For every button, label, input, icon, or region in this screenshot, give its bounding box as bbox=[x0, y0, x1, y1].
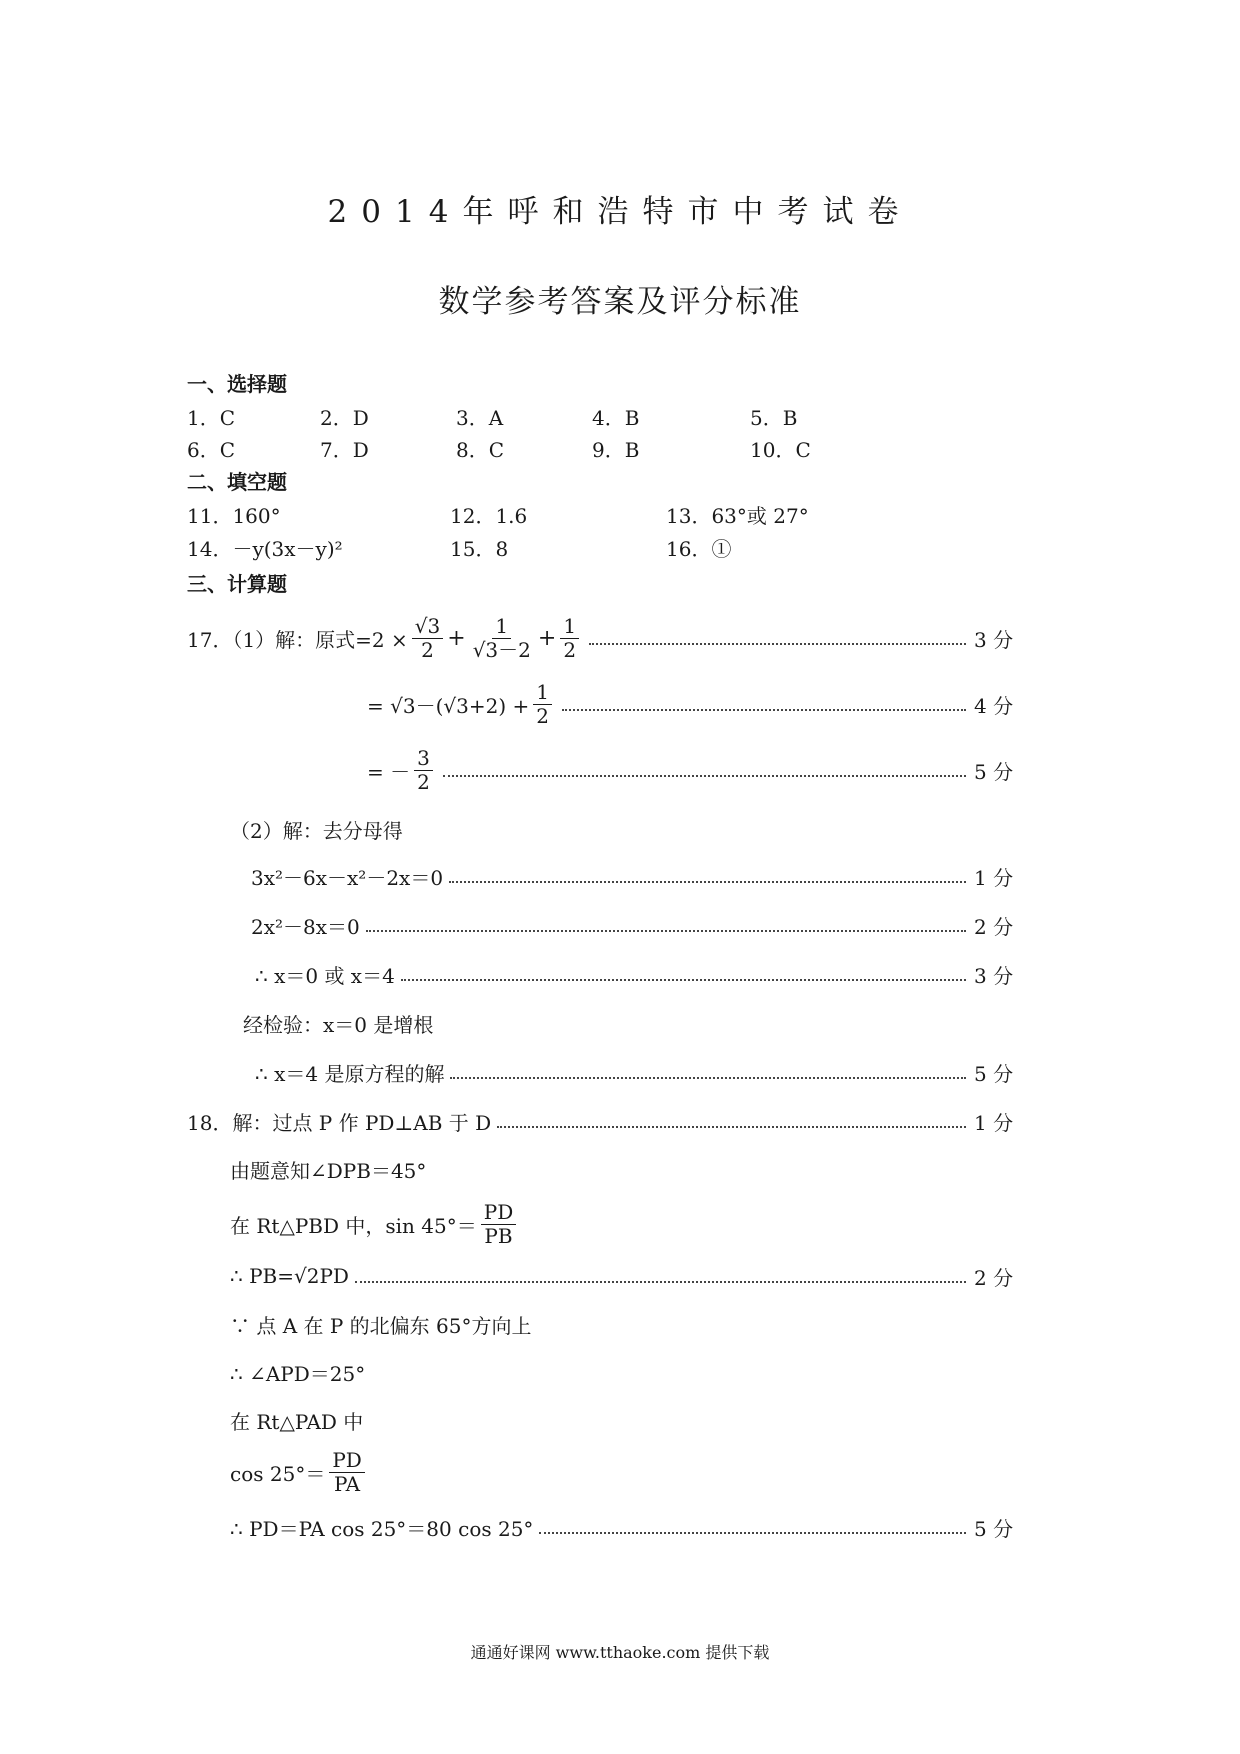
q18-line9 bbox=[230, 1513, 1012, 1541]
formula-text: 2x²－8x＝0 bbox=[251, 914, 360, 939]
dot-leader bbox=[366, 930, 966, 932]
formula-text: ∴ x＝0 或 x＝4 bbox=[255, 963, 395, 988]
answer-item: 15．8 bbox=[450, 537, 509, 561]
q18-line4 bbox=[230, 1262, 1012, 1290]
plus-sign: + bbox=[447, 625, 466, 651]
fraction bbox=[412, 615, 443, 662]
score: 3 分 bbox=[974, 627, 1014, 652]
dot-leader bbox=[443, 775, 966, 777]
fraction-denominator: √3－2 bbox=[472, 637, 531, 662]
score: 1 分 bbox=[974, 865, 1014, 890]
score: 5 分 bbox=[974, 759, 1014, 784]
q18-line1 bbox=[187, 1107, 1012, 1135]
answer-item: 16．① bbox=[666, 537, 732, 561]
answer-item: 13．63°或 27° bbox=[666, 504, 809, 528]
q17-part1-line1 bbox=[187, 610, 1012, 666]
fraction-denominator: 2 bbox=[536, 703, 549, 728]
formula-text: ∴ PB=√2PD bbox=[230, 1264, 349, 1288]
q17-part2-line bbox=[251, 862, 1012, 890]
q18-line6: ∴ ∠APD＝25° bbox=[230, 1362, 366, 1386]
fraction-numerator: PD bbox=[481, 1201, 517, 1225]
formula-text: cos 25°＝ bbox=[230, 1461, 326, 1486]
fraction-numerator: 1 bbox=[533, 681, 552, 705]
dot-leader bbox=[562, 709, 966, 711]
answer-item: 11．160° bbox=[187, 504, 281, 528]
fraction-numerator: √3 bbox=[412, 615, 443, 639]
score: 1 分 bbox=[974, 1110, 1014, 1135]
section-heading-compute: 三、计算题 bbox=[187, 572, 287, 596]
dot-leader bbox=[497, 1126, 966, 1128]
fraction-numerator: 1 bbox=[492, 615, 511, 639]
q17-part2-label: （2）解：去分母得 bbox=[230, 819, 403, 843]
fraction-denominator: 2 bbox=[421, 637, 434, 662]
q17-label: 17．（1）解：原式=2 × bbox=[187, 627, 408, 652]
formula-text: = － bbox=[367, 759, 411, 784]
q17-part1-line3 bbox=[367, 744, 1012, 796]
score: 3 分 bbox=[974, 963, 1014, 988]
page-subtitle: 数学参考答案及评分标准 bbox=[438, 284, 802, 320]
dot-leader bbox=[589, 643, 966, 645]
fraction-numerator: PD bbox=[329, 1449, 365, 1473]
fraction bbox=[481, 1201, 517, 1248]
fraction bbox=[329, 1449, 365, 1496]
score: 5 分 bbox=[974, 1061, 1014, 1086]
dot-leader bbox=[450, 1077, 966, 1079]
dot-leader bbox=[401, 979, 966, 981]
answer-item: 7．D bbox=[320, 438, 369, 462]
q17-part1-line2 bbox=[367, 678, 1012, 730]
answer-item: 10．C bbox=[750, 438, 811, 462]
section-heading-choice: 一、选择题 bbox=[187, 372, 287, 396]
q17-part2-line bbox=[255, 960, 1012, 988]
q17-part2-line bbox=[251, 911, 1012, 939]
fraction-numerator: 3 bbox=[414, 747, 433, 771]
formula-text: 在 Rt△PBD 中，sin 45°＝ bbox=[230, 1213, 477, 1238]
fraction-numerator: 1 bbox=[560, 615, 579, 639]
fraction-denominator: 2 bbox=[563, 637, 577, 662]
answer-item: 2．D bbox=[320, 406, 369, 430]
fraction bbox=[533, 681, 552, 728]
formula-text: ∴ x＝4 是原方程的解 bbox=[255, 1061, 445, 1086]
formula-text: 18．解：过点 P 作 PD⊥AB 于 D bbox=[187, 1110, 492, 1135]
q18-line3 bbox=[230, 1198, 630, 1250]
fraction bbox=[560, 615, 579, 662]
fraction-denominator: PB bbox=[484, 1223, 513, 1248]
score: 2 分 bbox=[974, 1265, 1014, 1290]
dot-leader bbox=[539, 1532, 966, 1534]
dot-leader bbox=[355, 1281, 966, 1283]
answer-item: 4．B bbox=[592, 406, 640, 430]
formula-text: ∴ PD＝PA cos 25°＝80 cos 25° bbox=[230, 1516, 534, 1541]
answer-item: 5．B bbox=[750, 406, 798, 430]
answer-item: 8．C bbox=[456, 438, 505, 462]
score: 4 分 bbox=[974, 693, 1014, 718]
formula-text: 3x²－6x－x²－2x＝0 bbox=[251, 865, 444, 890]
q17-final-line bbox=[255, 1058, 1012, 1086]
answer-item: 12．1.6 bbox=[450, 504, 528, 528]
q17-check: 经检验：x＝0 是增根 bbox=[243, 1013, 434, 1037]
q18-line5: ∵ 点 A 在 P 的北偏东 65°方向上 bbox=[230, 1314, 532, 1338]
plus-sign: + bbox=[537, 625, 557, 651]
answer-item: 3．A bbox=[456, 406, 504, 430]
page-title: 2014年呼和浩特市中考试卷 bbox=[327, 194, 913, 230]
section-heading-fill: 二、填空题 bbox=[187, 470, 287, 494]
score: 2 分 bbox=[974, 914, 1014, 939]
answer-item: 6．C bbox=[187, 438, 236, 462]
fraction-denominator: PA bbox=[334, 1471, 361, 1496]
footer-source: 通通好课网 www.tthaoke.com 提供下载 bbox=[470, 1643, 770, 1662]
q18-line2: 由题意知∠DPB＝45° bbox=[230, 1159, 427, 1183]
fraction bbox=[414, 747, 433, 794]
dot-leader bbox=[449, 881, 966, 883]
q18-line7: 在 Rt△PAD 中 bbox=[230, 1410, 364, 1434]
answer-item: 1．C bbox=[187, 406, 236, 430]
fraction-denominator: 2 bbox=[417, 769, 430, 794]
fraction bbox=[470, 615, 534, 662]
q18-line8 bbox=[230, 1446, 630, 1498]
answer-item: 9．B bbox=[592, 438, 640, 462]
formula-text: = √3－(√3+2) + bbox=[367, 693, 530, 718]
answer-item: 14．－y(3x－y)² bbox=[187, 537, 343, 561]
score: 5 分 bbox=[974, 1516, 1014, 1541]
